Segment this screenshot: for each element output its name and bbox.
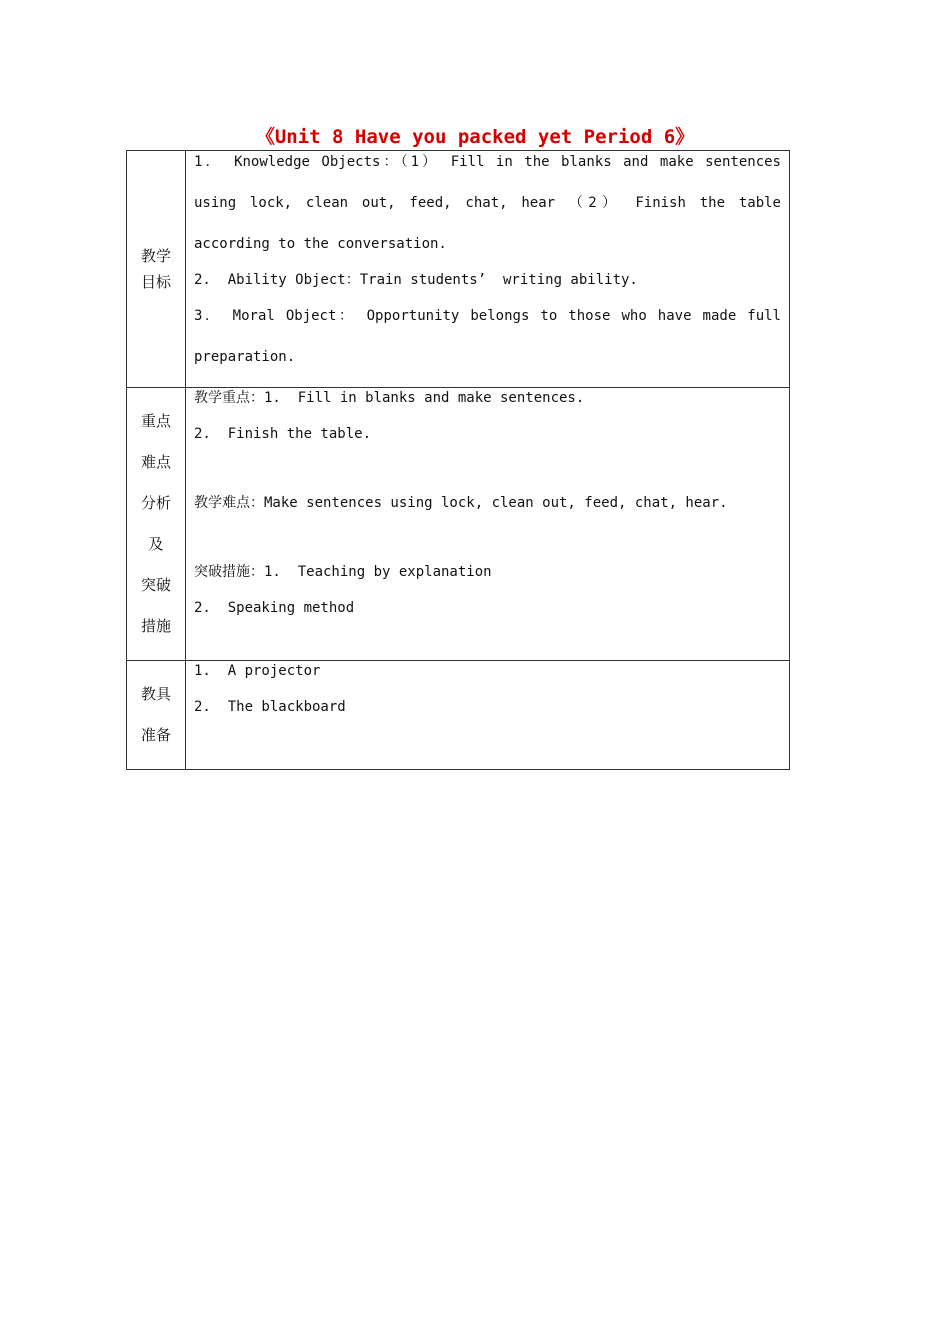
row-content-key-points	[186, 388, 790, 661]
content-line: according to the conversation.	[194, 236, 447, 252]
content-line: 1． Knowledge Objects：（1） Fill in the blanks and make sentences	[194, 154, 781, 170]
table-row-key-points	[127, 388, 790, 661]
content-line: 教学难点：Make sentences using lock, clean out, feed, chat, hear.	[194, 495, 728, 511]
row-content-materials	[186, 661, 790, 770]
row-content-objectives	[186, 151, 790, 388]
row-label-objectives	[127, 151, 186, 388]
label-line: 分析	[140, 494, 171, 512]
table-row-objectives	[127, 151, 790, 388]
label-line: 突破	[140, 576, 171, 594]
label-line: 教具	[140, 685, 171, 703]
content-line: 2. The blackboard	[194, 699, 346, 715]
label-line: 措施	[140, 617, 171, 635]
content-line: 教学重点：1. Fill in blanks and make sentences.	[194, 390, 585, 406]
table-row-materials	[127, 661, 790, 770]
content-line: preparation.	[194, 349, 296, 365]
spacer	[194, 529, 781, 562]
content-line: 突破措施：1. Teaching by explanation	[194, 564, 492, 580]
label-line: 目标	[140, 273, 171, 291]
content-line: 2. Ability Object：Train students’ writing ability.	[194, 272, 638, 288]
label-line: 难点	[140, 453, 171, 471]
label-line: 重点	[140, 412, 171, 430]
spacer	[194, 460, 781, 493]
label-line: 及	[148, 535, 164, 553]
content-line: 2. Speaking method	[194, 600, 355, 616]
document-title: 《Unit 8 Have you packed yet Period 6》	[255, 126, 695, 148]
label-line: 教学	[140, 247, 171, 265]
label-line: 准备	[140, 726, 171, 744]
lesson-plan-table	[126, 150, 790, 770]
row-label-materials	[127, 661, 186, 770]
content-line: 2. Finish the table.	[194, 426, 372, 442]
content-line: 3． Moral Object： Opportunity belongs to those who have made full	[194, 308, 781, 324]
content-line: using lock, clean out, feed, chat, hear （2） Finish the table	[194, 195, 781, 211]
row-label-key-points	[127, 388, 186, 661]
content-line: 1. A projector	[194, 663, 321, 679]
